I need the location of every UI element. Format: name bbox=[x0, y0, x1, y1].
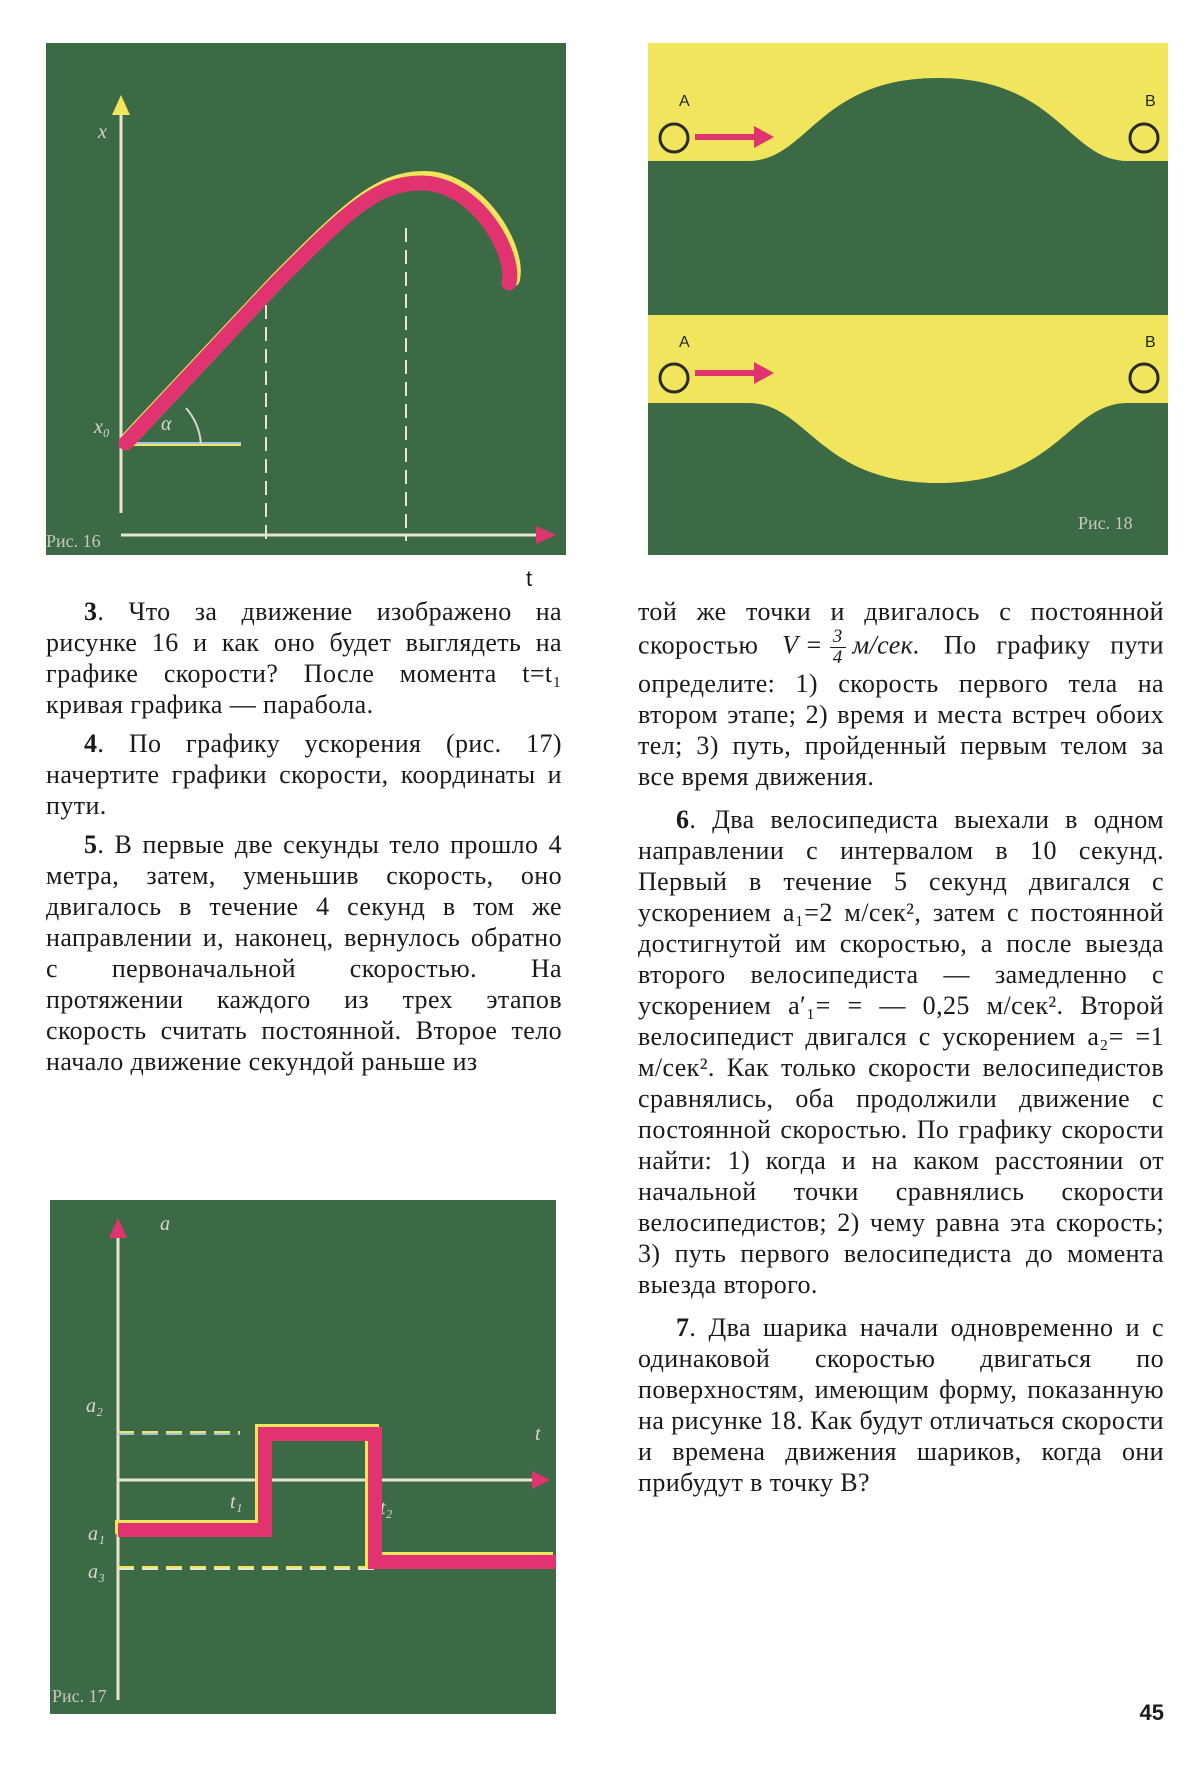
formula-denominator: 4 bbox=[832, 647, 843, 668]
start-label-bottom: A bbox=[679, 334, 690, 351]
problem-7-text: . Два шарика начали одновременно и с одинаковой скоростью двигаться по поверхностям, имеющим форму, показанную на рисунке 18. Как будут отличаться скорости и времена движения шариков, когда они прибудут в точку B? bbox=[638, 1313, 1164, 1497]
level-a1: a₁ bbox=[88, 1523, 105, 1545]
right-column bbox=[638, 596, 1164, 1506]
figure-18-graph bbox=[648, 43, 1168, 555]
end-label-top: B bbox=[1145, 93, 1156, 110]
problem-6-text: . Два велосипедиста выехали в одном направлении с интервалом в 10 секунд. Первый в течение 5 секунд двигался с ускорением a₁=2 м/сек², затем с постоянной достигнутой им скоростью, а после выезда второго велосипедиста — замедленно с ускорением a′₁= = — 0,25 м/сек². Второй велосипедист двигался с ускорением a₂= =1 м/сек². Как только скорости велосипедистов сравнялись, оба продолжили движение с постоянной скоростью. По графику скорости найти: 1) когда и на каком расстоянии от начальной точки сравнялись скорости велосипедистов; 2) чему равна эта скорость; 3) путь первого велосипедиста до момента выезда второго. bbox=[638, 805, 1164, 1299]
velocity-formula bbox=[782, 627, 920, 668]
figure-18 bbox=[648, 43, 1168, 555]
mark-t2: t₂ bbox=[380, 1497, 393, 1519]
figure-17-caption: Рис. 17 bbox=[52, 1686, 107, 1706]
figure-16-caption: Рис. 16 bbox=[46, 531, 101, 551]
t-axis-label: t bbox=[535, 1423, 541, 1445]
figure-17 bbox=[50, 1200, 556, 1714]
x-axis-label: x bbox=[98, 121, 107, 143]
motion-curve bbox=[126, 183, 510, 443]
problem-6-number: 6 bbox=[676, 805, 690, 834]
a-axis-label: a bbox=[160, 1213, 170, 1235]
problem-5-cont-b: По графику пути определите: 1) скорость первого тела на втором этапе; 2) время и места встреч обоих тел; 3) путь, пройденный первым телом за все время движения. bbox=[638, 630, 1164, 791]
problem-6 bbox=[638, 804, 1164, 1300]
x0-label: x₀ bbox=[94, 416, 110, 438]
problem-4 bbox=[46, 728, 562, 821]
mark-t1: t₁ bbox=[230, 1491, 243, 1513]
problem-3-text: . Что за движение изображено на рисунке 16 и как оно будет выглядеть на графике скорости? После момента t=t₁ кривая графика — парабола. bbox=[46, 597, 562, 719]
problem-5-text: . В первые две секунды тело прошло 4 метра, затем, уменьшив скорость, оно двигалось в течение 4 секунд в том же направлении и, наконец, вернулось обратно с первоначальной скоростью. На протяжении каждого из трех этапов скорость считать постоянной. Второе тело начало движение секундой раньше из bbox=[46, 830, 562, 1076]
formula-numerator: 3 bbox=[830, 627, 846, 648]
figure-16-graph bbox=[46, 43, 566, 555]
problem-4-number: 4 bbox=[84, 729, 98, 758]
problem-5-cont-a: той же точки и двигалось с постоянной скоростью bbox=[638, 597, 1164, 660]
figure-16 bbox=[46, 43, 566, 555]
page-number: 45 bbox=[1139, 1700, 1164, 1725]
formula-v: V = bbox=[782, 630, 823, 660]
level-a3: a₃ bbox=[88, 1561, 105, 1583]
end-label-bottom: B bbox=[1145, 334, 1156, 351]
alpha-label: α bbox=[161, 413, 172, 435]
formula-unit: м/сек. bbox=[852, 630, 921, 660]
problem-4-text: . По графику ускорения (рис. 17) начертите графики скорости, координаты и пути. bbox=[46, 729, 562, 820]
problem-7 bbox=[638, 1312, 1164, 1498]
start-label-top: A bbox=[679, 93, 690, 110]
left-column bbox=[46, 596, 562, 1085]
figure-16-t-label: t bbox=[526, 566, 533, 591]
problem-7-number: 7 bbox=[676, 1313, 690, 1342]
problem-3 bbox=[46, 596, 562, 720]
figure-17-graph bbox=[50, 1200, 556, 1714]
problem-3-number: 3 bbox=[84, 597, 98, 626]
figure-18-caption: Рис. 18 bbox=[1078, 513, 1133, 533]
problem-5 bbox=[46, 829, 562, 1077]
problem-5-number: 5 bbox=[84, 830, 98, 859]
level-a2: a₂ bbox=[86, 1395, 103, 1417]
problem-5-continued bbox=[638, 596, 1164, 792]
acceleration-line bbox=[118, 1434, 556, 1562]
